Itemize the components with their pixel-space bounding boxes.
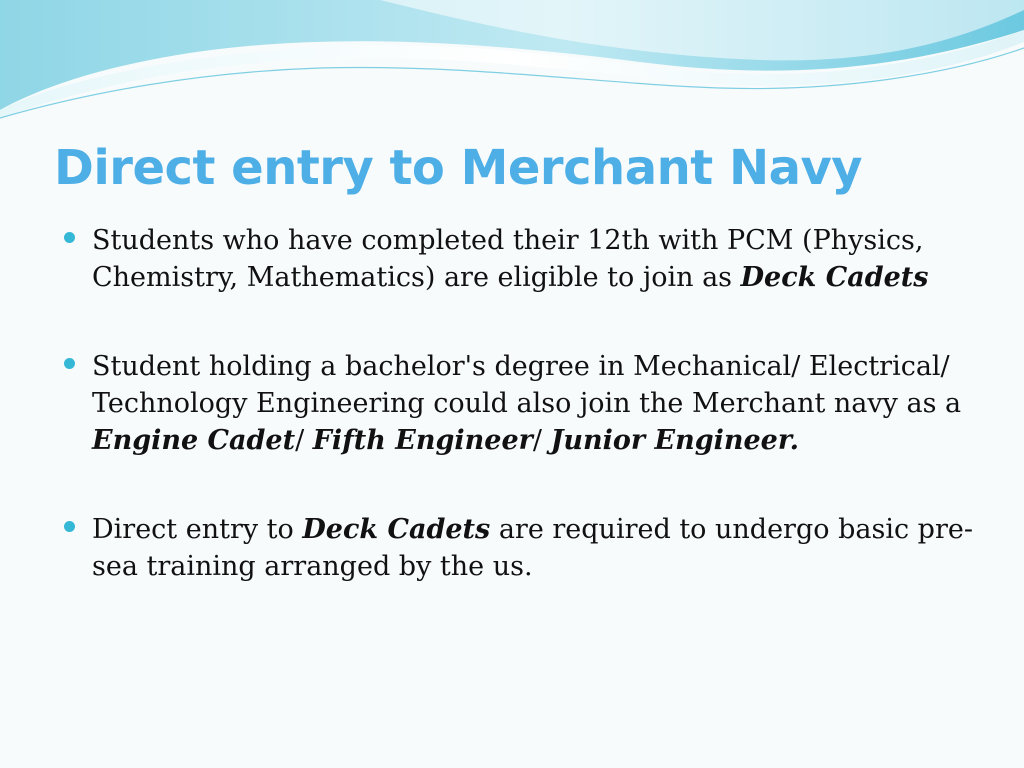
bullet-plain-text: are required to undergo basic pre-sea training arranged by the us. <box>92 514 973 582</box>
bullet-plain-text: Direct entry to <box>92 514 303 545</box>
bullet-item <box>60 511 980 585</box>
bullet-dot-icon <box>64 358 75 369</box>
bullet-text <box>92 225 928 293</box>
bullet-plain-text: / <box>295 425 313 456</box>
bullet-emphasis-text: Engine Cadet <box>92 425 296 456</box>
bullet-plain-text: Student holding a bachelor's degree in Mechanical/ Electrical/ Technology Engineering could also join the Merchant navy as a <box>92 351 962 419</box>
slide-title: Direct entry to Merchant Navy <box>54 140 863 196</box>
bullet-dot-icon <box>64 521 75 532</box>
bullet-emphasis-text: Deck Cadets <box>740 262 929 293</box>
decorative-wave-header <box>0 0 1024 130</box>
bullet-list <box>60 222 980 585</box>
bullet-text <box>92 351 961 456</box>
bullet-emphasis-text: Fifth Engineer <box>312 425 533 456</box>
bullet-plain-text: / <box>532 425 551 456</box>
bullet-item <box>60 348 980 459</box>
bullet-text <box>92 514 973 582</box>
bullet-emphasis-text: Junior Engineer. <box>550 425 799 456</box>
bullet-plain-text: Students who have completed their 12th with PCM (Physics, Chemistry, Mathematics) are eligible to join as <box>92 225 924 293</box>
bullet-item <box>60 222 980 296</box>
bullet-dot-icon <box>64 232 75 243</box>
bullet-emphasis-text: Deck Cadets <box>302 514 491 545</box>
